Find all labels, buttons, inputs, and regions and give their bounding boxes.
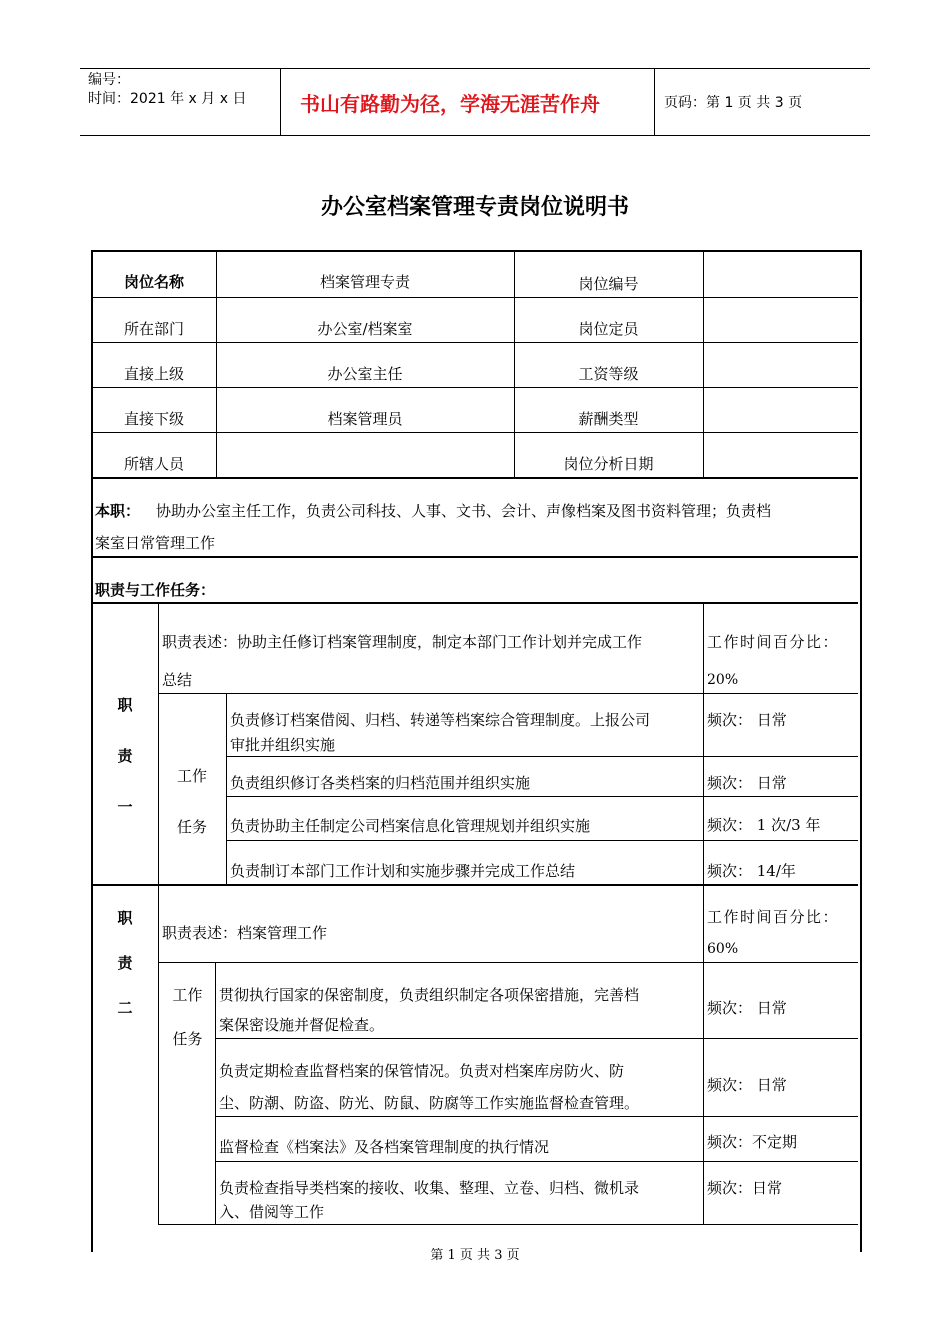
info-label-supervisor: 直接上级 xyxy=(123,365,184,383)
duty2-task-1-freq: 频次： 日常 xyxy=(707,999,787,1017)
duty1-task-label: 任务 xyxy=(176,818,207,836)
duty2-col-line xyxy=(158,886,159,1225)
header-divider-left xyxy=(280,68,281,135)
duty1-label-char: 一 xyxy=(117,798,133,816)
duty1-col-line xyxy=(158,603,159,885)
duty1-task-1-line2: 审批并组织实施 xyxy=(230,736,336,754)
freq-col-line xyxy=(703,886,704,1225)
info-label-salary-grade: 工资等级 xyxy=(578,365,639,383)
info-label-staff: 所辖人员 xyxy=(123,455,184,473)
duty1-statement-bottom xyxy=(158,693,858,694)
duty2-task-4-line1: 负责检查指导类档案的接收、收集、整理、立卷、归档、微机录 xyxy=(219,1179,640,1197)
info-label-position-name: 岗位名称 xyxy=(123,273,184,291)
duty1-statement-line2: 总结 xyxy=(162,671,193,689)
info-row-line xyxy=(92,297,858,298)
duty2-task-line xyxy=(215,1161,858,1162)
duty2-task-1-line2: 案保密设施并督促检查。 xyxy=(219,1016,385,1034)
serial-label: 编号： xyxy=(88,72,130,88)
info-label-position-code: 岗位编号 xyxy=(578,275,639,293)
duty2-task-4-line2: 入、借阅等工作 xyxy=(219,1203,325,1221)
page-title: 办公室档案管理专责岗位说明书 xyxy=(320,194,629,220)
duty2-statement: 职责表述：档案管理工作 xyxy=(162,924,328,942)
duty1-task-1-line1: 负责修订档案借阅、归档、转递等档案综合管理制度。上报公司 xyxy=(230,711,651,729)
header-slogan: 书山有路勤为径，学海无涯苦作舟 xyxy=(300,92,600,116)
duty1-task-4: 负责制订本部门工作计划和实施步骤并完成工作总结 xyxy=(230,862,576,880)
info-value-position-name: 档案管理专责 xyxy=(319,273,410,291)
duty2-percent-label: 工作时间百分比： xyxy=(707,908,840,926)
duty1-percent-value: 20% xyxy=(707,672,739,688)
freq-col-line xyxy=(703,603,704,885)
info-label-headcount: 岗位定员 xyxy=(578,320,639,338)
header-bottom-rule xyxy=(80,135,870,136)
duty1-label-char: 责 xyxy=(117,747,133,765)
summary-bottom xyxy=(92,556,858,558)
duty1-label-char: 职 xyxy=(117,696,133,714)
heading-bottom xyxy=(92,602,858,604)
info-row-line xyxy=(92,432,858,433)
info-col-line xyxy=(703,252,704,477)
info-label-analysis-date: 岗位分析日期 xyxy=(563,455,654,473)
duty1-task-2-freq: 频次： 日常 xyxy=(707,774,787,792)
info-table-bottom xyxy=(92,477,858,479)
info-value-department: 办公室/档案室 xyxy=(317,320,413,338)
time-label: 时间：2021 年 x 月 x 日 xyxy=(88,91,247,107)
duty2-label-char: 责 xyxy=(117,954,133,972)
duty2-task-label: 任务 xyxy=(172,1030,203,1048)
header-page-info: 页码：第 1 页 共 3 页 xyxy=(664,95,803,111)
info-value-supervisor: 办公室主任 xyxy=(327,365,403,383)
duty2-task-2-line2: 尘、防潮、防盗、防光、防鼠、防腐等工作实施监督检查管理。 xyxy=(219,1094,640,1112)
info-row-line xyxy=(92,387,858,388)
duty1-statement-line1: 职责表述：协助主任修订档案管理制度，制定本部门工作计划并完成工作 xyxy=(162,633,643,651)
duty2-task-2-freq: 频次： 日常 xyxy=(707,1076,787,1094)
info-label-pay-type: 薪酬类型 xyxy=(578,410,639,428)
duty2-statement-bottom xyxy=(158,962,858,963)
duty2-label-char: 二 xyxy=(117,999,133,1017)
duty1-task-2: 负责组织修订各类档案的归档范围并组织实施 xyxy=(230,774,531,792)
duty2-task-3-freq: 频次：不定期 xyxy=(707,1133,798,1151)
duty1-task-line xyxy=(226,796,858,797)
duty2-task-2-line1: 负责定期检查监督档案的保管情况。负责对档案库房防火、防 xyxy=(219,1062,625,1080)
duty-summary-line1: 协助办公室主任工作，负责公司科技、人事、文书、会计、声像档案及图书资料管理；负责档 xyxy=(156,502,772,520)
duty2-percent-value: 60% xyxy=(707,941,739,957)
duty1-task-1-freq: 频次： 日常 xyxy=(707,711,787,729)
duty-summary-line2: 案室日常管理工作 xyxy=(95,534,216,552)
duty-summary-label: 本职： xyxy=(95,502,141,520)
duty2-task-1-line1: 贯彻执行国家的保密制度，负责组织制定各项保密措施，完善档 xyxy=(219,986,640,1004)
duty1-task-line xyxy=(226,840,858,841)
duty2-task-3: 监督检查《档案法》及各档案管理制度的执行情况 xyxy=(219,1138,550,1156)
duty2-task-col-line xyxy=(215,962,216,1225)
info-label-department: 所在部门 xyxy=(123,320,184,338)
info-value-subordinate: 档案管理员 xyxy=(327,410,403,428)
duty2-task-line xyxy=(215,1116,858,1117)
duties-heading: 职责与工作任务： xyxy=(95,581,216,599)
header-divider-right xyxy=(654,68,655,135)
duty1-percent-label: 工作时间百分比： xyxy=(707,633,840,651)
duty1-task-3: 负责协助主任制定公司档案信息化管理规划并组织实施 xyxy=(230,817,591,835)
duty2-task-4-freq: 频次：日常 xyxy=(707,1179,783,1197)
duty1-task-label: 工作 xyxy=(176,767,207,785)
duty1-task-4-freq: 频次： 14/年 xyxy=(707,862,796,880)
duty2-bottom-line xyxy=(158,1224,858,1225)
duty2-task-label: 工作 xyxy=(172,986,203,1004)
header-top-rule xyxy=(80,68,870,69)
duty2-label-char: 职 xyxy=(117,909,133,927)
duty2-task-line xyxy=(215,1038,858,1039)
info-row-line xyxy=(92,342,858,343)
duty1-task-col-line xyxy=(226,693,227,885)
page-footer: 第 1 页 共 3 页 xyxy=(430,1248,520,1263)
info-label-subordinate: 直接下级 xyxy=(123,410,184,428)
duty1-task-line xyxy=(226,756,858,757)
duty1-task-3-freq: 频次： 1 次/3 年 xyxy=(707,816,821,834)
duty1-bottom xyxy=(92,884,858,886)
